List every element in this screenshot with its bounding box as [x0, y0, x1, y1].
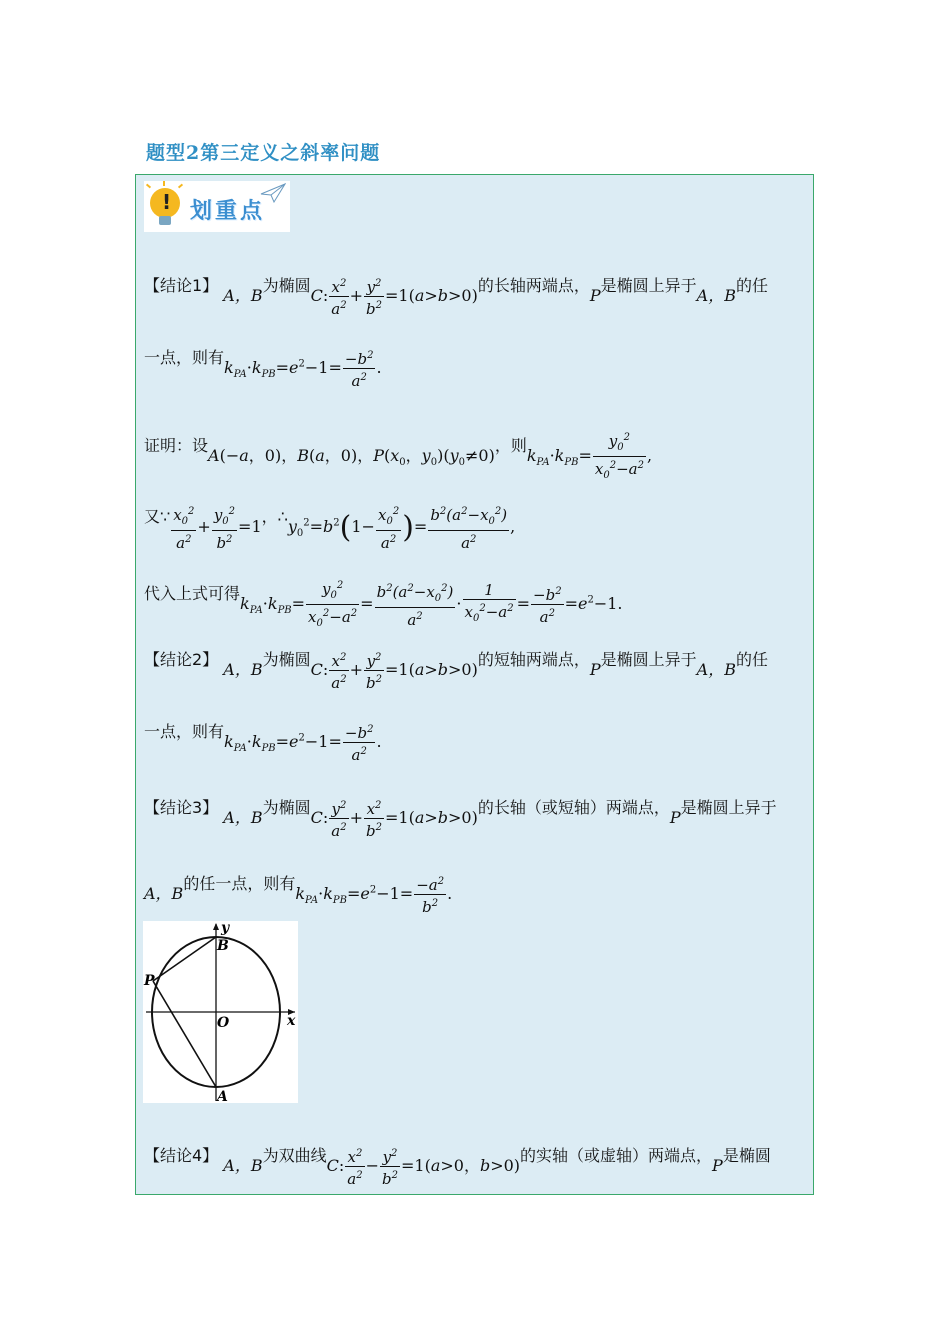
- text: ，∴: [261, 507, 288, 526]
- x-axis-label: x: [287, 1013, 296, 1029]
- text: 是椭圆上异于: [600, 650, 697, 669]
- key-points-box: [135, 174, 814, 1195]
- text: 的实轴（或虚轴）两端点，: [520, 1146, 713, 1165]
- conclusion-2-line-2: 一点，则有$k_{PA}\cdot k_{PB}=e^2-1=$ $\frac{-b^2}{a^2}$ .: [144, 722, 382, 764]
- text: 证明：设: [144, 436, 209, 455]
- point-ab: A，B: [696, 286, 736, 305]
- proof-line-3: 代入上式可得$k_{PA}\cdot k_{PB}=$ $\frac{y_0^2}{x_0^2-a^2}$ = $\frac{b^2(a^2-x_0^2)}{a^2}$ · $\frac{1}{x_0^2-a^2}$ = $\frac{-b^2}{a^2}$ $=e^2-1$.: [144, 567, 623, 622]
- text: ，则: [494, 436, 527, 455]
- section-heading: 题型2第三定义之斜率问题: [146, 142, 381, 164]
- point-ab: A，B: [144, 884, 184, 903]
- point-b-label: B: [217, 938, 229, 954]
- conclusion-2-tag: 【结论2】: [144, 650, 219, 669]
- text: 的任: [735, 650, 768, 669]
- point-p-label: P: [144, 973, 155, 989]
- text: 为椭圆: [262, 650, 311, 669]
- conclusion-2-line-1: 【结论2】 A，B为椭圆C: $\frac{x^2}{a^2}$ + $\frac{y^2}{b^2}$ =1(a>b>0)的短轴两端点，P是椭圆上异于A，B的任: [144, 650, 768, 692]
- text: 的长轴（或短轴）两端点，: [477, 798, 670, 817]
- text: 的任: [735, 276, 768, 295]
- origin-label: O: [217, 1015, 230, 1031]
- text: 为椭圆: [262, 276, 311, 295]
- paper-plane-icon: [260, 183, 286, 203]
- text: 的长轴两端点，: [477, 276, 590, 295]
- exclamation-icon: !: [162, 190, 172, 214]
- conclusion-3-line-1: 【结论3】 A，B为椭圆C: $\frac{y^2}{a^2}$ + $\frac{x^2}{b^2}$ =1(a>b>0)的长轴（或短轴）两端点，P是椭圆上异于: [144, 798, 777, 840]
- text: 又∵: [144, 507, 171, 526]
- point-ab: A，B: [223, 660, 263, 679]
- text: 为双曲线: [262, 1146, 327, 1165]
- ellipse-figure: [143, 921, 298, 1103]
- point-ab: A，B: [223, 808, 263, 827]
- text: 是椭圆: [722, 1146, 771, 1165]
- text: 为椭圆: [262, 798, 311, 817]
- text: 是椭圆上异于: [600, 276, 697, 295]
- conclusion-1-line-2: 一点，则有$k_{PA}\cdot k_{PB}=e^2-1=$ $\frac{-b^2}{a^2}$ .: [144, 348, 382, 390]
- conclusion-1-tag: 【结论1】: [144, 276, 219, 295]
- conclusion-1-line-1: 【结论1】 A，B为椭圆C: $\frac{x^2}{a^2}$ + $\frac{y^2}{b^2}$ =1(a>b>0)的长轴两端点，P是椭圆上异于A，B的任: [144, 276, 768, 318]
- proof-line-2: 又∵ $\frac{x_0^2}{a^2}$ + $\frac{y_0^2}{b^2}$ =1，$\therefore y_0^2=b^2(1-$ $\frac{x_0^2}{a^2}$ )= $\frac{b^2(a^2-x_0^2)}{a^2}$ ,: [144, 493, 515, 542]
- conclusion-4-tag: 【结论4】: [144, 1146, 219, 1165]
- point-ab: A，B: [223, 1156, 263, 1175]
- text: 的任一点，则有: [183, 874, 296, 893]
- proof-line-1: 证明：设A(−a，0)，B(a，0)，$P(x_0$，$y_0)(y_0\ne 0)$，则$k_{PA}\cdot k_{PB}=$ $\frac{y_0^2}{x_0^2-a^2}$ ,: [144, 419, 652, 474]
- point-p: P: [589, 286, 601, 305]
- ellipse-diagram: [143, 921, 298, 1103]
- key-point-badge: [144, 181, 290, 232]
- point-a-label: A: [217, 1089, 228, 1103]
- conclusion-3-tag: 【结论3】: [144, 798, 219, 817]
- point-p: P: [669, 808, 681, 827]
- point-p: P: [589, 660, 601, 679]
- text: 一点，则有: [144, 348, 225, 367]
- conclusion-4-line-1: 【结论4】 A，B为双曲线C: $\frac{x^2}{a^2}$ − $\frac{y^2}{b^2}$ =1(a>0，b>0)的实轴（或虚轴）两端点，P是椭圆: [144, 1146, 771, 1188]
- point-ab: A，B: [696, 660, 736, 679]
- conclusion-3-line-2: A，B的任一点，则有$k_{PA}\cdot k_{PB}=e^2-1=$ $\frac{-a^2}{b^2}$ .: [144, 874, 453, 916]
- y-axis-label: y: [221, 921, 230, 936]
- text: 代入上式可得: [144, 584, 241, 603]
- text: 的短轴两端点，: [477, 650, 590, 669]
- point-ab: A，B: [223, 286, 263, 305]
- badge-label: 划重点: [190, 199, 266, 224]
- text: 一点，则有: [144, 722, 225, 741]
- text: 是椭圆上异于: [680, 798, 777, 817]
- point-p: P: [712, 1156, 723, 1175]
